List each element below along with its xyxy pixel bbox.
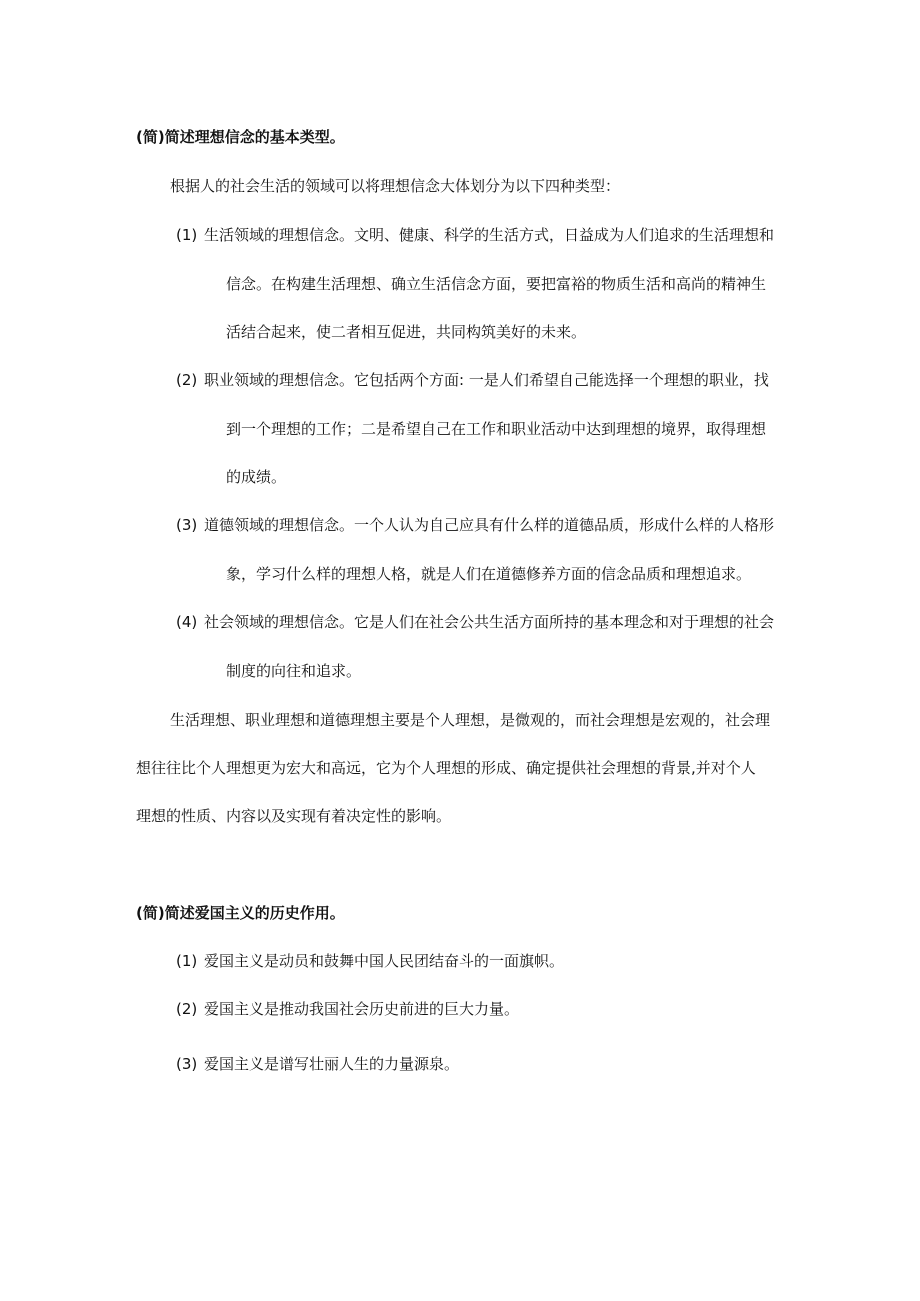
- item-text: 爱国主义是动员和鼓舞中国人民团结奋斗的一面旗帜。: [204, 952, 565, 970]
- item-number: (3): [176, 1055, 198, 1073]
- item-line: 到一个理想的工作；二是希望自己在工作和职业活动中达到理想的境界，取得理想: [226, 420, 767, 438]
- item-number: (4): [176, 613, 198, 631]
- closing-line: 生活理想、职业理想和道德理想主要是个人理想，是微观的，而社会理想是宏观的，社会理: [170, 711, 771, 729]
- item-line: 信念。在构建生活理想、确立生活信念方面，要把富裕的物质生活和高尚的精神生: [226, 275, 767, 293]
- closing-line: 想往往比个人理想更为宏大和高远，它为个人理想的形成、确定提供社会理想的背景,并对个人: [136, 759, 756, 777]
- item-line: 职业领域的理想信念。它包括两个方面: 一是人们希望自己能选择一个理想的职业，找: [204, 371, 769, 389]
- item-line: 活结合起来，使二者相互促进，共同构筑美好的未来。: [226, 323, 587, 341]
- item-number: (3): [176, 516, 198, 534]
- item-line: 象，学习什么样的理想人格，就是人们在道德修养方面的信念品质和理想追求。: [226, 565, 752, 583]
- item-line: 社会领域的理想信念。它是人们在社会公共生活方面所持的基本理念和对于理想的社会: [204, 613, 775, 631]
- section2-heading: (简)简述爱国主义的历史作用。: [136, 904, 345, 922]
- item-line: 的成绩。: [226, 468, 287, 486]
- item-line: 制度的向往和追求。: [226, 662, 362, 680]
- item-number: (2): [176, 371, 198, 389]
- item-number: (1): [176, 952, 198, 970]
- item-number: (1): [176, 226, 198, 244]
- item-line: 道德领域的理想信念。一个人认为自己应具有什么样的道德品质，形成什么样的人格形: [204, 516, 775, 534]
- section1-intro: 根据人的社会生活的领域可以将理想信念大体划分为以下四种类型：: [170, 177, 621, 195]
- item-number: (2): [176, 1000, 198, 1018]
- section1-heading: (简)简述理想信念的基本类型。: [136, 128, 345, 146]
- closing-line: 理想的性质、内容以及实现有着决定性的影响。: [136, 807, 452, 825]
- item-text: 爱国主义是谱写壮丽人生的力量源泉。: [204, 1055, 460, 1073]
- item-text: 爱国主义是推动我国社会历史前进的巨大力量。: [204, 1000, 520, 1018]
- item-line: 生活领域的理想信念。文明、健康、科学的生活方式，日益成为人们追求的生活理想和: [204, 226, 775, 244]
